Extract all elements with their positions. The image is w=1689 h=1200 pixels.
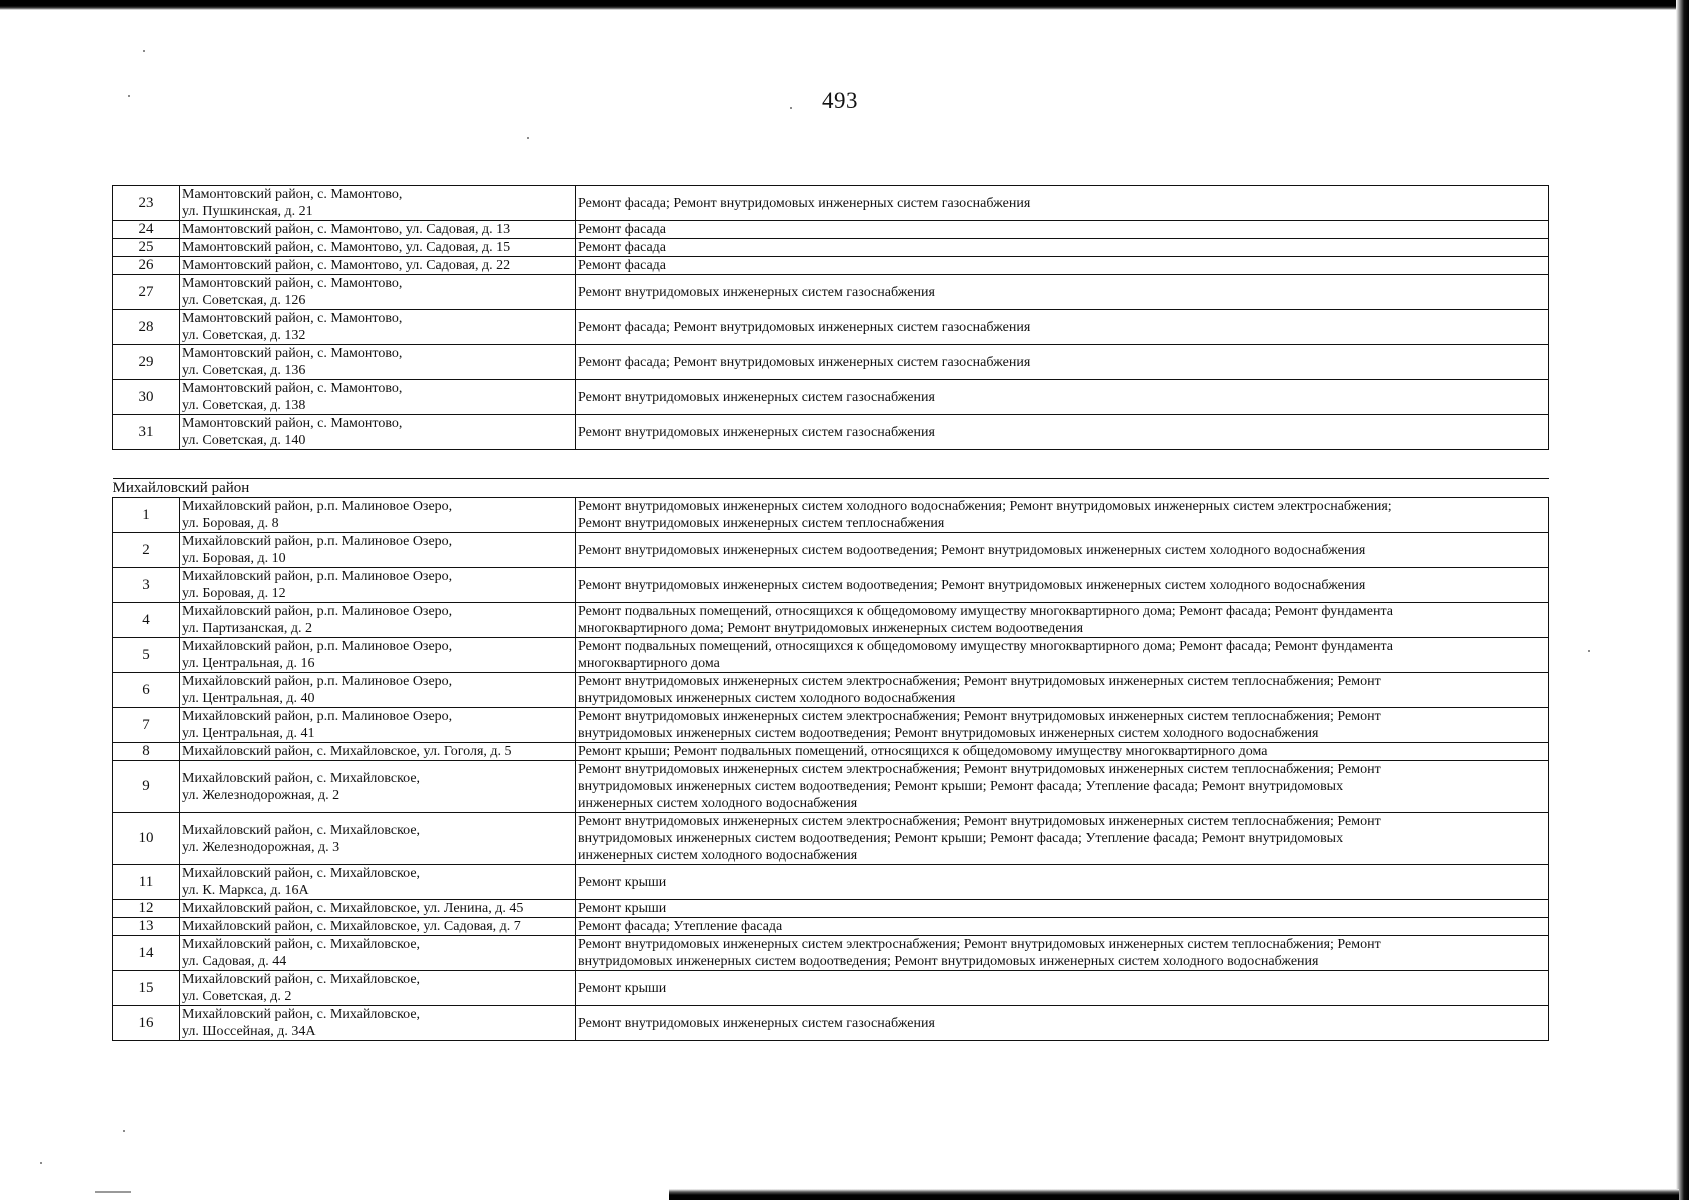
address-line: ул. Советская, д. 136 (182, 363, 306, 378)
table-row (113, 1006, 1549, 1041)
works-cell (576, 971, 1549, 1006)
address-line: Мамонтовский район, с. Мамонтово, ул. Садовая, д. 13 (182, 222, 511, 237)
address-cell (180, 221, 576, 239)
works-cell (576, 603, 1549, 638)
address-line: Мамонтовский район, с. Мамонтово, (182, 276, 403, 291)
district-heading-row (113, 479, 1549, 498)
row-number: 4 (113, 603, 180, 638)
table-row (113, 186, 1549, 221)
works-cell (576, 257, 1549, 275)
address-cell (180, 239, 576, 257)
works-line: Ремонт фасада (578, 240, 667, 255)
works-line: Ремонт фасада; Ремонт внутридомовых инженерных систем газоснабжения (578, 354, 1031, 370)
table-row (113, 603, 1549, 638)
works-cell (576, 638, 1549, 673)
scan-speck (123, 1130, 125, 1132)
table-row (113, 415, 1549, 450)
scan-edge-top (0, 0, 1689, 10)
row-number: 5 (113, 638, 180, 673)
table-row (113, 743, 1549, 761)
works-line: Ремонт фасада (578, 222, 667, 237)
row-number: 31 (113, 415, 180, 450)
works-line: Ремонт внутридомовых инженерных систем холодного водоснабжения; Ремонт внутридомовых инженерных систем электроснабжения; (578, 499, 1392, 514)
works-line: Ремонт крыши (578, 874, 667, 890)
works-table (112, 185, 1549, 1041)
scan-edge-right (1676, 0, 1689, 1200)
address-cell (180, 918, 576, 936)
address-line: Михайловский район, с. Михайловское, (182, 1007, 421, 1022)
table-row (113, 708, 1549, 743)
works-line: Ремонт внутридомовых инженерных систем газоснабжения (578, 424, 935, 440)
works-cell (576, 708, 1549, 743)
row-number: 14 (113, 936, 180, 971)
works-line: Ремонт подвальных помещений, относящихся к общедомовому имуществу многоквартирного дома; Ремонт фасада; Ремонт фундамента (578, 639, 1393, 654)
works-cell (576, 186, 1549, 221)
row-number: 27 (113, 275, 180, 310)
row-number: 13 (113, 918, 180, 936)
address-cell (180, 638, 576, 673)
works-line: Ремонт внутридомовых инженерных систем электроснабжения; Ремонт внутридомовых инженерных систем теплоснабжения; Ремонт (578, 674, 1381, 689)
table-row (113, 221, 1549, 239)
spacer-row (113, 450, 1549, 479)
scan-speck (40, 1162, 42, 1164)
works-cell (576, 1006, 1549, 1041)
scan-mark (95, 1191, 131, 1193)
works-cell (576, 673, 1549, 708)
address-line: ул. Садовая, д. 44 (182, 954, 287, 969)
page-number: 493 (822, 88, 858, 113)
table-row (113, 345, 1549, 380)
address-line: Мамонтовский район, с. Мамонтово, (182, 346, 403, 361)
address-cell (180, 310, 576, 345)
works-cell (576, 310, 1549, 345)
works-line: многоквартирного дома (578, 656, 720, 671)
address-cell (180, 813, 576, 865)
works-cell (576, 380, 1549, 415)
address-line: ул. Центральная, д. 40 (182, 691, 315, 706)
address-line: Михайловский район, с. Михайловское, ул. Ленина, д. 45 (182, 901, 524, 916)
address-line: ул. Центральная, д. 16 (182, 656, 315, 671)
address-line: Михайловский район, р.п. Малиновое Озеро, (182, 569, 453, 584)
address-line: Михайловский район, с. Михайловское, (182, 866, 421, 881)
row-number: 28 (113, 310, 180, 345)
works-line: Ремонт внутридомовых инженерных систем газоснабжения (578, 284, 935, 300)
works-cell (576, 275, 1549, 310)
address-line: ул. Боровая, д. 10 (182, 551, 286, 566)
address-line: Мамонтовский район, с. Мамонтово, ул. Садовая, д. 22 (182, 258, 511, 273)
address-cell (180, 533, 576, 568)
scan-speck (143, 50, 145, 52)
scan-speck (1588, 650, 1590, 652)
address-line: ул. Шоссейная, д. 34А (182, 1024, 316, 1039)
works-line: внутридомовых инженерных систем водоотведения; Ремонт внутридомовых инженерных систем холодного водоснабжения (578, 954, 1319, 969)
address-cell (180, 1006, 576, 1041)
table-row (113, 310, 1549, 345)
row-number: 8 (113, 743, 180, 761)
address-line: Михайловский район, с. Михайловское, (182, 770, 421, 786)
table-row (113, 971, 1549, 1006)
row-number: 26 (113, 257, 180, 275)
row-number: 30 (113, 380, 180, 415)
works-line: многоквартирного дома; Ремонт внутридомовых инженерных систем водоотведения (578, 621, 1084, 636)
scan-edge-bottom (669, 1189, 1679, 1200)
address-cell (180, 186, 576, 221)
address-line: Михайловский район, р.п. Малиновое Озеро, (182, 709, 453, 724)
scan-speck (790, 107, 792, 109)
address-line: ул. Советская, д. 2 (182, 989, 292, 1004)
address-line: Михайловский район, р.п. Малиновое Озеро, (182, 674, 453, 689)
table-row (113, 533, 1549, 568)
address-line: ул. Боровая, д. 8 (182, 516, 279, 531)
works-line: внутридомовых инженерных систем водоотведения; Ремонт крыши; Ремонт фасада; Утепление фасада; Ремонт внутридомовых (578, 831, 1344, 846)
works-line: Ремонт крыши (578, 901, 667, 916)
address-line: ул. Партизанская, д. 2 (182, 621, 312, 636)
address-line: ул. Пушкинская, д. 21 (182, 204, 313, 219)
table-row (113, 813, 1549, 865)
works-cell (576, 761, 1549, 813)
address-line: Михайловский район, с. Михайловское, (182, 822, 421, 838)
row-number: 1 (113, 498, 180, 533)
row-number: 23 (113, 186, 180, 221)
address-line: Михайловский район, с. Михайловское, ул. Садовая, д. 7 (182, 919, 521, 934)
table-row (113, 865, 1549, 900)
row-number: 6 (113, 673, 180, 708)
row-number: 24 (113, 221, 180, 239)
table-row (113, 918, 1549, 936)
table-section-mamontovo (113, 186, 1549, 450)
table-row (113, 239, 1549, 257)
table-section-mikhailovsky (113, 498, 1549, 1041)
works-cell (576, 345, 1549, 380)
works-line: Ремонт внутридомовых инженерных систем электроснабжения; Ремонт внутридомовых инженерных систем теплоснабжения; Ремонт (578, 814, 1381, 829)
address-line: Михайловский район, с. Михайловское, (182, 937, 421, 952)
works-cell (576, 865, 1549, 900)
table-row (113, 257, 1549, 275)
table-row (113, 275, 1549, 310)
works-line: Ремонт фасада; Утепление фасада (578, 919, 783, 934)
address-line: Мамонтовский район, с. Мамонтово, (182, 381, 403, 396)
address-cell (180, 673, 576, 708)
works-cell (576, 239, 1549, 257)
row-number: 7 (113, 708, 180, 743)
works-cell (576, 221, 1549, 239)
works-line: Ремонт внутридомовых инженерных систем электроснабжения; Ремонт внутридомовых инженерных систем теплоснабжения; Ремонт (578, 709, 1381, 724)
works-line: Ремонт крыши; Ремонт подвальных помещений, относящихся к общедомовому имуществу многоквартирного дома (578, 744, 1268, 759)
address-cell (180, 708, 576, 743)
works-line: инженерных систем холодного водоснабжения (578, 848, 858, 863)
address-line: Михайловский район, р.п. Малиновое Озеро, (182, 639, 453, 654)
address-cell (180, 761, 576, 813)
address-cell (180, 345, 576, 380)
works-line: Ремонт внутридомовых инженерных систем водоотведения; Ремонт внутридомовых инженерных систем холодного водоснабжения (578, 542, 1366, 558)
row-number: 16 (113, 1006, 180, 1041)
address-line: ул. Советская, д. 140 (182, 433, 306, 448)
works-line: Ремонт внутридомовых инженерных систем теплоснабжения (578, 516, 945, 531)
address-line: ул. Советская, д. 138 (182, 398, 306, 413)
works-cell (576, 918, 1549, 936)
works-cell (576, 498, 1549, 533)
address-line: ул. Центральная, д. 41 (182, 726, 315, 741)
address-line: Мамонтовский район, с. Мамонтово, (182, 416, 403, 431)
works-cell (576, 813, 1549, 865)
works-cell (576, 900, 1549, 918)
works-cell (576, 743, 1549, 761)
address-cell (180, 900, 576, 918)
address-line: Мамонтовский район, с. Мамонтово, ул. Садовая, д. 15 (182, 240, 511, 255)
row-number: 12 (113, 900, 180, 918)
table-row (113, 936, 1549, 971)
row-number: 25 (113, 239, 180, 257)
address-line: ул. Советская, д. 132 (182, 328, 306, 343)
address-line: Михайловский район, с. Михайловское, ул. Гоголя, д. 5 (182, 744, 512, 759)
address-cell (180, 971, 576, 1006)
address-line: Михайловский район, р.п. Малиновое Озеро, (182, 604, 453, 619)
table-row (113, 761, 1549, 813)
district-heading: Михайловский район (113, 479, 1549, 498)
scan-speck (527, 137, 529, 139)
works-line: Ремонт крыши (578, 980, 667, 996)
address-line: Мамонтовский район, с. Мамонтово, (182, 187, 403, 202)
works-line: внутридомовых инженерных систем водоотведения; Ремонт внутридомовых инженерных систем холодного водоснабжения (578, 726, 1319, 741)
works-line: Ремонт внутридомовых инженерных систем газоснабжения (578, 1015, 935, 1031)
table-row (113, 568, 1549, 603)
row-number: 3 (113, 568, 180, 603)
address-cell (180, 275, 576, 310)
works-line: внутридомовых инженерных систем холодного водоснабжения (578, 691, 956, 706)
address-cell (180, 568, 576, 603)
address-line: ул. Советская, д. 126 (182, 293, 306, 308)
works-line: Ремонт фасада; Ремонт внутридомовых инженерных систем газоснабжения (578, 319, 1031, 335)
table-row (113, 638, 1549, 673)
address-cell (180, 603, 576, 638)
works-cell (576, 568, 1549, 603)
address-line: ул. Железнодорожная, д. 3 (182, 839, 340, 855)
address-cell (180, 415, 576, 450)
address-cell (180, 936, 576, 971)
address-line: Михайловский район, р.п. Малиновое Озеро, (182, 534, 453, 549)
row-number: 9 (113, 761, 180, 813)
works-line: Ремонт внутридомовых инженерных систем электроснабжения; Ремонт внутридомовых инженерных систем теплоснабжения; Ремонт (578, 762, 1381, 777)
address-cell (180, 498, 576, 533)
works-line: Ремонт фасада (578, 258, 667, 273)
works-line: внутридомовых инженерных систем водоотведения; Ремонт крыши; Ремонт фасада; Утепление фасада; Ремонт внутридомовых (578, 779, 1344, 794)
row-number: 15 (113, 971, 180, 1006)
address-line: Михайловский район, р.п. Малиновое Озеро, (182, 499, 453, 514)
table-row (113, 498, 1549, 533)
address-cell (180, 380, 576, 415)
address-line: Михайловский район, с. Михайловское, (182, 972, 421, 987)
works-line: инженерных систем холодного водоснабжения (578, 796, 858, 811)
works-line: Ремонт внутридомовых инженерных систем водоотведения; Ремонт внутридомовых инженерных систем холодного водоснабжения (578, 577, 1366, 593)
row-number: 11 (113, 865, 180, 900)
works-line: Ремонт фасада; Ремонт внутридомовых инженерных систем газоснабжения (578, 195, 1031, 211)
table-row (113, 380, 1549, 415)
works-cell (576, 936, 1549, 971)
scan-speck (128, 95, 130, 97)
address-cell (180, 257, 576, 275)
address-line: ул. К. Маркса, д. 16А (182, 883, 309, 898)
table-row (113, 673, 1549, 708)
works-line: Ремонт подвальных помещений, относящихся к общедомовому имуществу многоквартирного дома; Ремонт фасада; Ремонт фундамента (578, 604, 1393, 619)
table-row (113, 900, 1549, 918)
address-cell (180, 743, 576, 761)
address-line: ул. Железнодорожная, д. 2 (182, 787, 340, 803)
works-cell (576, 533, 1549, 568)
table-section-gap (113, 450, 1549, 498)
row-number: 10 (113, 813, 180, 865)
works-line: Ремонт внутридомовых инженерных систем электроснабжения; Ремонт внутридомовых инженерных систем теплоснабжения; Ремонт (578, 937, 1381, 952)
works-line: Ремонт внутридомовых инженерных систем газоснабжения (578, 389, 935, 405)
row-number: 29 (113, 345, 180, 380)
works-cell (576, 415, 1549, 450)
address-line: ул. Боровая, д. 12 (182, 586, 286, 601)
address-cell (180, 865, 576, 900)
row-number: 2 (113, 533, 180, 568)
address-line: Мамонтовский район, с. Мамонтово, (182, 311, 403, 326)
